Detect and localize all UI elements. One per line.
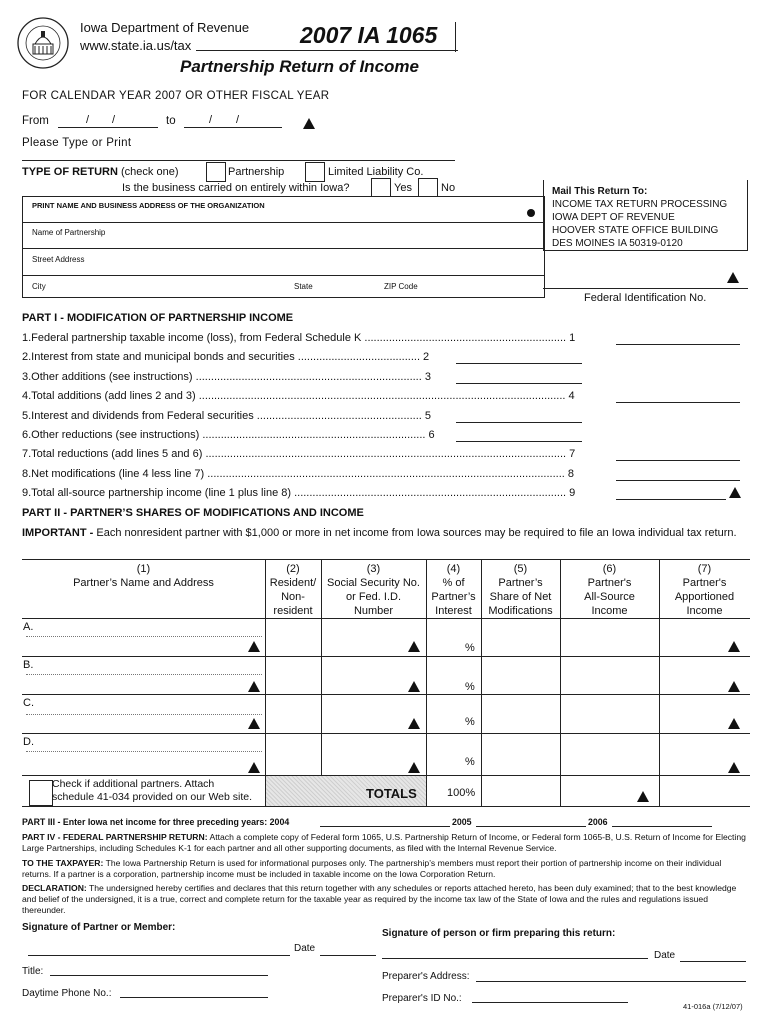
col-5-header: (5) Partner’s Share of Net Modifications bbox=[488, 563, 553, 617]
fein-field[interactable] bbox=[560, 268, 720, 286]
partner-c-name-marker-icon bbox=[248, 718, 260, 729]
part1-line-5-field[interactable] bbox=[456, 422, 582, 423]
partner-b-pct: % bbox=[465, 681, 475, 693]
org-heading: PRINT NAME AND BUSINESS ADDRESS OF THE ORGANIZATION bbox=[32, 201, 265, 210]
agency-name: Iowa Department of Revenue bbox=[80, 20, 250, 35]
partner-row-d bbox=[22, 733, 750, 775]
part1-line-9-field[interactable] bbox=[616, 499, 726, 500]
partner-a-income-marker-icon bbox=[728, 641, 740, 652]
state-label: State bbox=[294, 282, 313, 291]
preparer-address-label: Preparer's Address: bbox=[382, 971, 470, 982]
part1-line-4-field[interactable] bbox=[616, 402, 740, 403]
declaration-paragraph: DECLARATION: The undersigned hereby certifies and declares that this return together with any schedules or reports attached hereto, has been duly examined; that to the best knowledge and belief of the undersigned, it is a true, correct and complete return for the taxable year as required by the income tax law of the State of Iowa and the rules and regulations issued thereunder. bbox=[22, 883, 737, 915]
mail-line-3: HOOVER STATE OFFICE BUILDING bbox=[552, 225, 719, 236]
totals-label: TOTALS bbox=[366, 786, 417, 801]
city-field[interactable] bbox=[60, 282, 280, 294]
col-1-header: (1) Partner’s Name and Address bbox=[73, 563, 214, 589]
part1-line-5: 5.Interest and dividends from Federal securities ...................................................... 5 bbox=[22, 410, 431, 422]
daytime-phone-label: Daytime Phone No.: bbox=[22, 988, 112, 999]
street-address-label: Street Address bbox=[32, 255, 85, 264]
partner-date-label: Date bbox=[294, 943, 316, 954]
part4-paragraph: PART IV - FEDERAL PARTNERSHIP RETURN: Attach a complete copy of Federal form 1065, U.S. Partnership Return of Income, or Federal form 1065-B, U.S. Return of Income for Electing Large Partnerships, including Schedules K-1 for each partner and all other supporting documents, as filed with the Internal Revenue Service. bbox=[22, 832, 746, 853]
partner-c-ssn-marker-icon bbox=[408, 718, 420, 729]
preparer-id-field[interactable] bbox=[472, 1002, 628, 1003]
partner-signature-label: Signature of Partner or Member: bbox=[22, 922, 176, 933]
partner-d-name-marker-icon bbox=[248, 762, 260, 773]
state-field[interactable] bbox=[318, 282, 378, 294]
partner-a-name-field[interactable] bbox=[26, 636, 262, 637]
partnership-option-label: Partnership bbox=[228, 166, 285, 178]
taxpayer-paragraph: TO THE TAXPAYER: The Iowa Partnership Return is used for informational purposes only. The partnership’s members must report their portion of partnership income on their individual returns. If a partner is a corporation, partnership income must be included in taxable income on the Iowa Corporation Return. bbox=[22, 858, 722, 879]
partner-b-ssn-marker-icon bbox=[408, 681, 420, 692]
from-label: From bbox=[22, 115, 49, 127]
mail-line-4: DES MOINES IA 50319-0120 bbox=[552, 238, 683, 249]
preparer-date-field[interactable] bbox=[680, 961, 746, 962]
partner-date-field[interactable] bbox=[320, 955, 376, 956]
part1-line-7: 7.Total reductions (add lines 5 and 6) ...................................................................................................................... 7 bbox=[22, 448, 576, 460]
zip-label: ZIP Code bbox=[384, 282, 418, 291]
to-label: to bbox=[166, 115, 176, 127]
partner-a-name-marker-icon bbox=[248, 641, 260, 652]
daytime-phone-field[interactable] bbox=[120, 997, 268, 998]
part1-line-8: 8.Net modifications (line 4 less line 7) ..................................................................................................................... 8 bbox=[22, 468, 574, 480]
partner-a-ssn-marker-icon bbox=[408, 641, 420, 652]
part2-heading: PART II - PARTNER’S SHARES OF MODIFICATIONS AND INCOME bbox=[22, 507, 364, 519]
return-type-label: TYPE OF RETURN bbox=[22, 166, 118, 178]
part1-line-2-field[interactable] bbox=[456, 363, 582, 364]
agency-website[interactable]: www.state.ia.us/tax bbox=[80, 38, 192, 53]
partner-d-income-marker-icon bbox=[728, 762, 740, 773]
partner-c-pct: % bbox=[465, 716, 475, 728]
income-2004-field[interactable] bbox=[320, 826, 450, 827]
part1-line-3-field[interactable] bbox=[456, 383, 582, 384]
mail-heading: Mail This Return To: bbox=[552, 186, 648, 197]
form-number: 41-016a (7/12/07) bbox=[683, 1002, 743, 1011]
mail-line-2: IOWA DEPT OF REVENUE bbox=[552, 212, 675, 223]
col-3-header: (3) Social Security No. or Fed. I.D. Number bbox=[327, 563, 420, 617]
form-subtitle: Partnership Return of Income bbox=[180, 57, 419, 76]
llc-option-label: Limited Liability Co. bbox=[328, 166, 424, 178]
income-2005-field[interactable] bbox=[476, 826, 586, 827]
yes-label: Yes bbox=[394, 182, 412, 194]
part1-line-3: 3.Other additions (see instructions) .......................................................................... 3 bbox=[22, 371, 431, 383]
partner-signature-field[interactable] bbox=[28, 955, 290, 956]
important-text: Each nonresident partner with $1,000 or more in net income from Iowa sources may be required to file an Iowa individual tax return. bbox=[96, 527, 737, 539]
additional-partners-text-1: Check if additional partners. Attach bbox=[52, 778, 215, 790]
street-address-field[interactable] bbox=[130, 253, 530, 273]
partner-row-b bbox=[22, 656, 750, 694]
col-2-header: (2) Resident/ Non- resident bbox=[269, 563, 317, 617]
partner-b-income-marker-icon bbox=[728, 681, 740, 692]
title-field[interactable] bbox=[50, 975, 268, 976]
partner-a-label: A. bbox=[23, 621, 34, 633]
year-2006-label: 2006 bbox=[588, 817, 608, 827]
partner-d-ssn-marker-icon bbox=[408, 762, 420, 773]
no-checkbox[interactable] bbox=[418, 178, 438, 198]
partnership-checkbox[interactable] bbox=[206, 162, 226, 182]
preparer-signature-field[interactable] bbox=[382, 958, 648, 959]
no-label: No bbox=[441, 182, 456, 194]
partner-c-label: C. bbox=[23, 697, 34, 709]
fiscal-year-marker-icon bbox=[303, 118, 315, 129]
preparer-signature-label: Signature of person or firm preparing this return: bbox=[382, 928, 616, 939]
partner-b-name-marker-icon bbox=[248, 681, 260, 692]
partner-b-label: B. bbox=[23, 659, 34, 671]
line9-marker-icon bbox=[729, 487, 741, 498]
to-date-field[interactable] bbox=[184, 114, 282, 128]
part1-line-6-field[interactable] bbox=[456, 441, 582, 442]
col-4-header: (4) % of Partner’s Interest bbox=[431, 563, 476, 617]
part1-line-8-field[interactable] bbox=[616, 480, 740, 481]
zip-field[interactable] bbox=[422, 282, 532, 294]
part1-line-2: 2.Interest from state and municipal bonds and securities ........................................ 2 bbox=[22, 351, 430, 363]
partnership-name-label: Name of Partnership bbox=[32, 228, 106, 237]
important-label: IMPORTANT - bbox=[22, 527, 94, 539]
mail-line-1: INCOME TAX RETURN PROCESSING bbox=[552, 199, 728, 210]
part3-label: PART III - Enter Iowa net income for three preceding years: 2004 bbox=[22, 817, 290, 827]
year-2005-label: 2005 bbox=[452, 817, 472, 827]
preparer-id-label: Preparer's ID No.: bbox=[382, 993, 462, 1004]
partner-c-income-marker-icon bbox=[728, 718, 740, 729]
partnership-name-field[interactable] bbox=[130, 226, 530, 246]
llc-checkbox[interactable] bbox=[305, 162, 325, 182]
partner-d-pct: % bbox=[465, 756, 475, 768]
form-title: 2007 IA 1065 bbox=[300, 22, 438, 48]
yes-checkbox[interactable] bbox=[371, 178, 391, 198]
part1-line-1: 1.Federal partnership taxable income (loss), from Federal Schedule K .................................................................. 1 bbox=[22, 332, 576, 344]
city-label: City bbox=[32, 282, 46, 291]
totals-pct: 100% bbox=[447, 787, 476, 799]
partner-c-name-field[interactable] bbox=[26, 714, 262, 715]
fein-marker-icon bbox=[727, 272, 739, 283]
iowa-question: Is the business carried on entirely within Iowa? bbox=[122, 182, 350, 194]
partner-d-label: D. bbox=[23, 736, 34, 748]
part1-line-9: 9.Total all-source partnership income (line 1 plus line 8) ......................................................................................... 9 bbox=[22, 487, 576, 499]
partner-row-a bbox=[22, 618, 750, 656]
org-marker-icon bbox=[527, 209, 535, 217]
fein-label: Federal Identification No. bbox=[584, 292, 707, 304]
part1-heading: PART I - MODIFICATION OF PARTNERSHIP INCOME bbox=[22, 312, 294, 324]
additional-partners-text-2: schedule 41-034 provided on our Web site. bbox=[52, 791, 253, 803]
preparer-date-label: Date bbox=[654, 950, 676, 961]
part1-line-4: 4.Total additions (add lines 2 and 3) ........................................................................................................................ 4 bbox=[22, 390, 575, 402]
additional-partners-checkbox[interactable] bbox=[29, 780, 53, 806]
partner-d-name-field[interactable] bbox=[26, 751, 262, 752]
partner-row-c bbox=[22, 694, 750, 733]
partner-a-pct: % bbox=[465, 642, 475, 654]
part1-line-7-field[interactable] bbox=[616, 460, 740, 461]
state-seal bbox=[16, 16, 70, 70]
period-heading: FOR CALENDAR YEAR 2007 OR OTHER FISCAL YEAR bbox=[22, 90, 330, 102]
part1-line-6: 6.Other reductions (see instructions) ......................................................................... 6 bbox=[22, 429, 435, 441]
col-6-header: (6) Partner's All-Source Income bbox=[584, 563, 635, 617]
preparer-address-field[interactable] bbox=[476, 981, 746, 982]
from-date-field[interactable] bbox=[58, 114, 158, 128]
totals-marker-icon bbox=[637, 791, 649, 802]
partner-b-name-field[interactable] bbox=[26, 674, 262, 675]
income-2006-field[interactable] bbox=[612, 826, 712, 827]
col-7-header: (7) Partner's Apportioned Income bbox=[674, 563, 735, 617]
return-type-suffix: (check one) bbox=[121, 166, 179, 178]
title-label: Title: bbox=[22, 966, 44, 977]
part1-line-1-field[interactable] bbox=[616, 344, 740, 345]
type-or-print: Please Type or Print bbox=[22, 137, 132, 149]
